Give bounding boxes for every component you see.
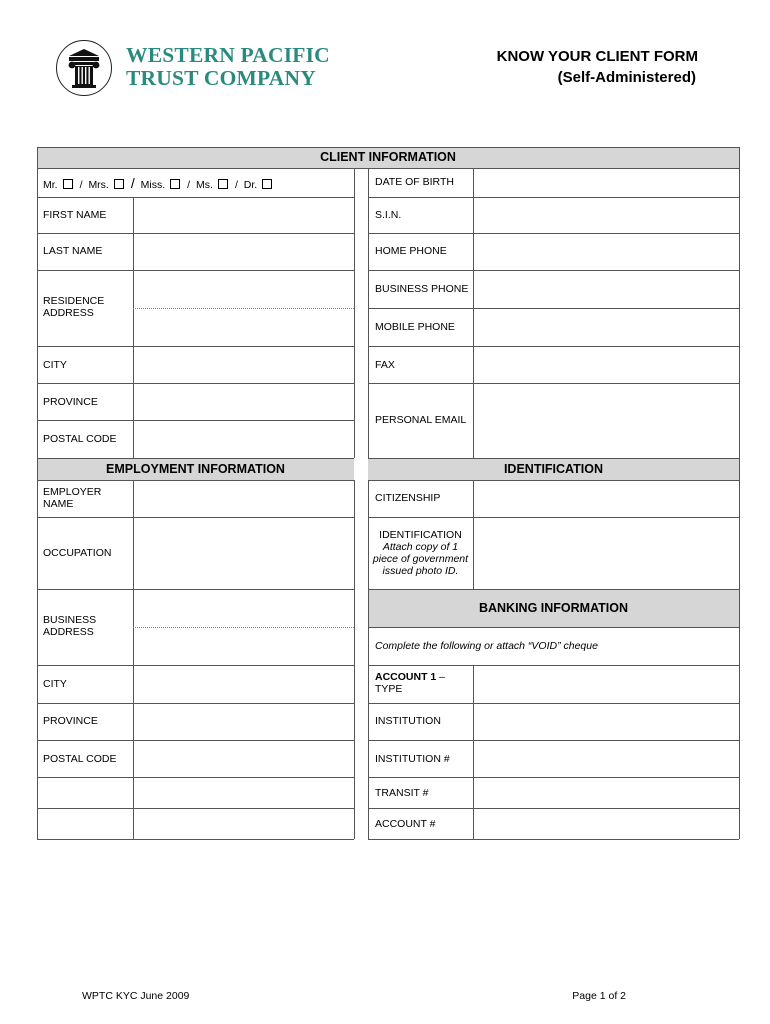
business-address-line-1-field[interactable] (134, 590, 354, 627)
salutation-ms-label: Ms. (196, 179, 213, 191)
fax-field[interactable] (474, 347, 739, 383)
last-name-field[interactable] (134, 234, 354, 270)
salutation-miss-checkbox[interactable] (170, 179, 180, 189)
citizenship-field[interactable] (474, 481, 739, 517)
postal-code-label: POSTAL CODE (43, 433, 117, 445)
footer-form-code: WPTC KYC June 2009 (82, 990, 190, 1002)
account-number-label: ACCOUNT # (375, 818, 436, 830)
postal-code-field[interactable] (134, 421, 354, 458)
sin-field[interactable] (474, 198, 739, 233)
province-label: PROVINCE (43, 396, 98, 408)
business-phone-field[interactable] (474, 271, 739, 308)
account-type-field[interactable] (474, 666, 739, 703)
institution-label: INSTITUTION (375, 715, 441, 727)
mobile-phone-field[interactable] (474, 309, 739, 346)
date-of-birth-field[interactable] (474, 169, 739, 197)
account-number-field[interactable] (474, 809, 739, 839)
salutation-mrs-label: Mrs. (88, 179, 109, 191)
blank-label-cell-1[interactable] (38, 778, 133, 808)
banking-information-heading: BANKING INFORMATION (478, 601, 629, 615)
residence-address-line-2-field[interactable] (134, 309, 354, 346)
date-of-birth-label: DATE OF BIRTH (375, 176, 454, 188)
salutation-dr-label: Dr. (243, 179, 258, 191)
account-1-type-label: ACCOUNT 1 – TYPE (375, 671, 446, 695)
city-label: CITY (43, 359, 67, 371)
business-phone-label: BUSINESS PHONE (375, 283, 469, 295)
employment-postal-code-field[interactable] (134, 741, 354, 777)
blank-label-cell-2[interactable] (38, 809, 133, 839)
salutation-mr-label: Mr. (43, 179, 58, 191)
employment-information-heading: EMPLOYMENT INFORMATION (106, 462, 285, 476)
footer-page-number: Page 1 of 2 (572, 990, 626, 1002)
banking-instruction: Complete the following or attach “VOID” cheque (375, 640, 598, 652)
occupation-label: OCCUPATION (43, 547, 112, 559)
transit-number-label: TRANSIT # (375, 787, 429, 799)
business-address-label: BUSINESS ADDRESS (43, 614, 97, 638)
city-field[interactable] (134, 347, 354, 383)
fax-label: FAX (375, 359, 395, 371)
sin-label: S.I.N. (375, 209, 402, 221)
residence-address-label: RESIDENCE ADDRESS (43, 295, 105, 319)
salutation-dr-checkbox[interactable] (262, 179, 272, 189)
salutation-mr-checkbox[interactable] (63, 179, 73, 189)
company-name-line-1: WESTERN PACIFIC (126, 43, 330, 67)
first-name-field[interactable] (134, 198, 354, 233)
institution-field[interactable] (474, 704, 739, 740)
employment-province-field[interactable] (134, 704, 354, 740)
first-name-label: FIRST NAME (43, 209, 107, 221)
salutation-ms-checkbox[interactable] (218, 179, 228, 189)
occupation-field[interactable] (134, 518, 354, 589)
identification-heading: IDENTIFICATION (503, 462, 604, 476)
home-phone-label: HOME PHONE (375, 245, 447, 257)
employer-name-field[interactable] (134, 481, 354, 517)
identification-label: IDENTIFICATION (379, 529, 462, 541)
form-subtitle: (Self-Administered) (557, 69, 696, 86)
province-field[interactable] (134, 384, 354, 420)
citizenship-label: CITIZENSHIP (375, 492, 441, 504)
blank-field-1[interactable] (134, 778, 354, 808)
employer-name-label: EMPLOYER NAME (43, 486, 102, 510)
home-phone-field[interactable] (474, 234, 739, 270)
company-name-line-2: TRUST COMPANY (126, 66, 316, 90)
salutation-row: Mr. / Mrs. / Miss. / Ms. / Dr. (43, 177, 276, 191)
client-information-heading: CLIENT INFORMATION (320, 150, 456, 164)
last-name-label: LAST NAME (43, 245, 103, 257)
employment-city-field[interactable] (134, 666, 354, 703)
residence-address-line-1-field[interactable] (134, 271, 354, 308)
salutation-miss-label: Miss. (140, 179, 166, 191)
institution-number-field[interactable] (474, 741, 739, 777)
business-address-line-2-field[interactable] (134, 628, 354, 665)
blank-field-2[interactable] (134, 809, 354, 839)
mobile-phone-label: MOBILE PHONE (375, 321, 455, 333)
employment-city-label: CITY (43, 678, 67, 690)
identification-field[interactable] (474, 518, 739, 589)
identification-note: Attach copy of 1 piece of government issued photo ID. (372, 541, 469, 577)
form-title: KNOW YOUR CLIENT FORM (496, 48, 698, 65)
personal-email-label: PERSONAL EMAIL (375, 414, 467, 426)
personal-email-field[interactable] (474, 384, 739, 458)
employment-province-label: PROVINCE (43, 715, 98, 727)
employment-postal-code-label: POSTAL CODE (43, 753, 117, 765)
transit-number-field[interactable] (474, 778, 739, 808)
institution-number-label: INSTITUTION # (375, 753, 450, 765)
salutation-mrs-checkbox[interactable] (114, 179, 124, 189)
